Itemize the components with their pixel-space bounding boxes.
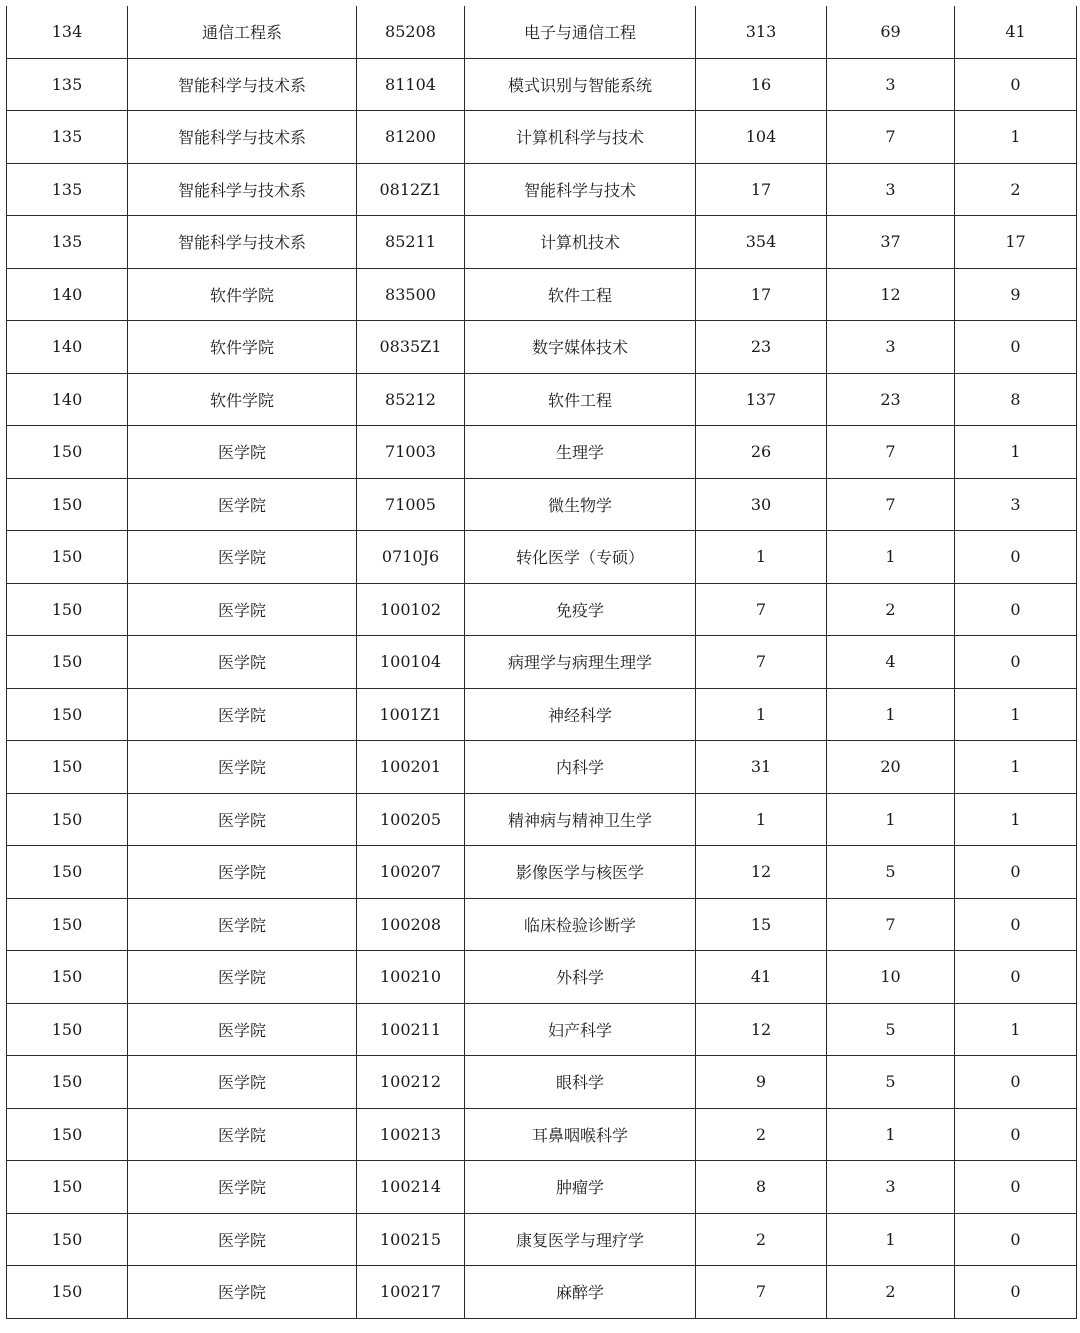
count-b-cell: 2 bbox=[827, 1266, 955, 1319]
dept-code-cell: 150 bbox=[7, 688, 128, 741]
count-c-cell: 1 bbox=[955, 741, 1077, 794]
department-cell: 通信工程系 bbox=[128, 6, 357, 58]
count-a-cell: 354 bbox=[696, 216, 827, 269]
major-name-cell: 麻醉学 bbox=[465, 1266, 696, 1319]
count-a-cell: 7 bbox=[696, 1266, 827, 1319]
major-code-cell: 85211 bbox=[357, 216, 465, 269]
count-c-cell: 0 bbox=[955, 898, 1077, 951]
department-cell: 医学院 bbox=[128, 741, 357, 794]
major-code-cell: 81104 bbox=[357, 58, 465, 111]
table-row bbox=[7, 321, 1077, 374]
department-cell: 医学院 bbox=[128, 1266, 357, 1319]
admissions-table-sheet bbox=[6, 6, 1076, 1319]
table-row bbox=[7, 1161, 1077, 1214]
count-a-cell: 12 bbox=[696, 1003, 827, 1056]
major-code-cell: 0835Z1 bbox=[357, 321, 465, 374]
department-cell: 智能科学与技术系 bbox=[128, 111, 357, 164]
major-name-cell: 智能科学与技术 bbox=[465, 163, 696, 216]
major-code-cell: 100208 bbox=[357, 898, 465, 951]
count-c-cell: 0 bbox=[955, 531, 1077, 584]
dept-code-cell: 150 bbox=[7, 1108, 128, 1161]
table-row bbox=[7, 583, 1077, 636]
dept-code-cell: 150 bbox=[7, 951, 128, 1004]
department-cell: 医学院 bbox=[128, 478, 357, 531]
count-a-cell: 104 bbox=[696, 111, 827, 164]
count-b-cell: 2 bbox=[827, 583, 955, 636]
table-row bbox=[7, 216, 1077, 269]
count-c-cell: 9 bbox=[955, 268, 1077, 321]
department-cell: 医学院 bbox=[128, 1108, 357, 1161]
department-cell: 智能科学与技术系 bbox=[128, 216, 357, 269]
count-a-cell: 1 bbox=[696, 531, 827, 584]
major-code-cell: 81200 bbox=[357, 111, 465, 164]
count-a-cell: 26 bbox=[696, 426, 827, 479]
count-b-cell: 4 bbox=[827, 636, 955, 689]
count-b-cell: 3 bbox=[827, 321, 955, 374]
table-row bbox=[7, 846, 1077, 899]
department-cell: 智能科学与技术系 bbox=[128, 58, 357, 111]
department-cell: 软件学院 bbox=[128, 321, 357, 374]
dept-code-cell: 150 bbox=[7, 531, 128, 584]
count-c-cell: 0 bbox=[955, 636, 1077, 689]
department-cell: 医学院 bbox=[128, 898, 357, 951]
major-code-cell: 100212 bbox=[357, 1056, 465, 1109]
count-c-cell: 0 bbox=[955, 321, 1077, 374]
dept-code-cell: 150 bbox=[7, 636, 128, 689]
count-a-cell: 12 bbox=[696, 846, 827, 899]
table-row bbox=[7, 741, 1077, 794]
count-b-cell: 5 bbox=[827, 846, 955, 899]
table-body bbox=[7, 6, 1077, 1318]
table-row bbox=[7, 688, 1077, 741]
major-code-cell: 100201 bbox=[357, 741, 465, 794]
count-c-cell: 0 bbox=[955, 951, 1077, 1004]
count-c-cell: 0 bbox=[955, 583, 1077, 636]
major-name-cell: 软件工程 bbox=[465, 373, 696, 426]
dept-code-cell: 150 bbox=[7, 583, 128, 636]
major-name-cell: 数字媒体技术 bbox=[465, 321, 696, 374]
count-b-cell: 5 bbox=[827, 1003, 955, 1056]
count-a-cell: 15 bbox=[696, 898, 827, 951]
major-name-cell: 病理学与病理生理学 bbox=[465, 636, 696, 689]
major-name-cell: 微生物学 bbox=[465, 478, 696, 531]
count-b-cell: 5 bbox=[827, 1056, 955, 1109]
count-c-cell: 1 bbox=[955, 426, 1077, 479]
count-c-cell: 0 bbox=[955, 1108, 1077, 1161]
count-b-cell: 10 bbox=[827, 951, 955, 1004]
dept-code-cell: 150 bbox=[7, 1266, 128, 1319]
count-a-cell: 137 bbox=[696, 373, 827, 426]
count-b-cell: 37 bbox=[827, 216, 955, 269]
department-cell: 医学院 bbox=[128, 1213, 357, 1266]
major-name-cell: 眼科学 bbox=[465, 1056, 696, 1109]
department-cell: 医学院 bbox=[128, 636, 357, 689]
major-code-cell: 100210 bbox=[357, 951, 465, 1004]
count-c-cell: 0 bbox=[955, 1266, 1077, 1319]
count-a-cell: 23 bbox=[696, 321, 827, 374]
major-code-cell: 100102 bbox=[357, 583, 465, 636]
count-b-cell: 7 bbox=[827, 478, 955, 531]
major-name-cell: 临床检验诊断学 bbox=[465, 898, 696, 951]
count-c-cell: 2 bbox=[955, 163, 1077, 216]
major-code-cell: 71005 bbox=[357, 478, 465, 531]
dept-code-cell: 135 bbox=[7, 111, 128, 164]
department-cell: 医学院 bbox=[128, 846, 357, 899]
count-b-cell: 23 bbox=[827, 373, 955, 426]
count-a-cell: 31 bbox=[696, 741, 827, 794]
count-a-cell: 7 bbox=[696, 636, 827, 689]
major-code-cell: 100217 bbox=[357, 1266, 465, 1319]
table-row bbox=[7, 1266, 1077, 1319]
department-cell: 医学院 bbox=[128, 583, 357, 636]
major-code-cell: 100205 bbox=[357, 793, 465, 846]
table-row bbox=[7, 111, 1077, 164]
count-c-cell: 1 bbox=[955, 1003, 1077, 1056]
dept-code-cell: 150 bbox=[7, 1056, 128, 1109]
dept-code-cell: 135 bbox=[7, 163, 128, 216]
department-cell: 医学院 bbox=[128, 1056, 357, 1109]
count-c-cell: 8 bbox=[955, 373, 1077, 426]
dept-code-cell: 150 bbox=[7, 741, 128, 794]
major-name-cell: 电子与通信工程 bbox=[465, 6, 696, 58]
count-a-cell: 41 bbox=[696, 951, 827, 1004]
department-cell: 智能科学与技术系 bbox=[128, 163, 357, 216]
dept-code-cell: 150 bbox=[7, 1161, 128, 1214]
count-c-cell: 0 bbox=[955, 1056, 1077, 1109]
dept-code-cell: 150 bbox=[7, 846, 128, 899]
major-name-cell: 生理学 bbox=[465, 426, 696, 479]
count-b-cell: 20 bbox=[827, 741, 955, 794]
count-a-cell: 16 bbox=[696, 58, 827, 111]
major-code-cell: 83500 bbox=[357, 268, 465, 321]
count-c-cell: 3 bbox=[955, 478, 1077, 531]
count-b-cell: 1 bbox=[827, 793, 955, 846]
major-code-cell: 85208 bbox=[357, 6, 465, 58]
major-code-cell: 71003 bbox=[357, 426, 465, 479]
major-code-cell: 100211 bbox=[357, 1003, 465, 1056]
count-b-cell: 3 bbox=[827, 58, 955, 111]
count-c-cell: 0 bbox=[955, 58, 1077, 111]
major-name-cell: 外科学 bbox=[465, 951, 696, 1004]
dept-code-cell: 134 bbox=[7, 6, 128, 58]
count-b-cell: 3 bbox=[827, 1161, 955, 1214]
dept-code-cell: 150 bbox=[7, 1213, 128, 1266]
count-a-cell: 2 bbox=[696, 1108, 827, 1161]
major-name-cell: 转化医学（专硕） bbox=[465, 531, 696, 584]
major-code-cell: 100104 bbox=[357, 636, 465, 689]
count-a-cell: 9 bbox=[696, 1056, 827, 1109]
major-name-cell: 精神病与精神卫生学 bbox=[465, 793, 696, 846]
table-row bbox=[7, 478, 1077, 531]
dept-code-cell: 150 bbox=[7, 478, 128, 531]
count-a-cell: 1 bbox=[696, 793, 827, 846]
count-c-cell: 0 bbox=[955, 1161, 1077, 1214]
count-b-cell: 1 bbox=[827, 688, 955, 741]
count-c-cell: 0 bbox=[955, 846, 1077, 899]
department-cell: 医学院 bbox=[128, 793, 357, 846]
major-code-cell: 1001Z1 bbox=[357, 688, 465, 741]
major-name-cell: 神经科学 bbox=[465, 688, 696, 741]
count-a-cell: 17 bbox=[696, 268, 827, 321]
count-a-cell: 30 bbox=[696, 478, 827, 531]
count-b-cell: 7 bbox=[827, 111, 955, 164]
count-b-cell: 12 bbox=[827, 268, 955, 321]
major-code-cell: 100213 bbox=[357, 1108, 465, 1161]
major-name-cell: 内科学 bbox=[465, 741, 696, 794]
count-a-cell: 7 bbox=[696, 583, 827, 636]
count-b-cell: 69 bbox=[827, 6, 955, 58]
major-code-cell: 100215 bbox=[357, 1213, 465, 1266]
major-name-cell: 肿瘤学 bbox=[465, 1161, 696, 1214]
major-code-cell: 85212 bbox=[357, 373, 465, 426]
table-row bbox=[7, 373, 1077, 426]
major-code-cell: 100214 bbox=[357, 1161, 465, 1214]
count-a-cell: 313 bbox=[696, 6, 827, 58]
major-name-cell: 妇产科学 bbox=[465, 1003, 696, 1056]
table-row bbox=[7, 531, 1077, 584]
major-name-cell: 软件工程 bbox=[465, 268, 696, 321]
department-cell: 医学院 bbox=[128, 951, 357, 1004]
major-name-cell: 模式识别与智能系统 bbox=[465, 58, 696, 111]
major-name-cell: 计算机技术 bbox=[465, 216, 696, 269]
table-row bbox=[7, 951, 1077, 1004]
count-a-cell: 1 bbox=[696, 688, 827, 741]
dept-code-cell: 150 bbox=[7, 898, 128, 951]
table-row bbox=[7, 426, 1077, 479]
count-b-cell: 7 bbox=[827, 898, 955, 951]
major-code-cell: 100207 bbox=[357, 846, 465, 899]
count-a-cell: 8 bbox=[696, 1161, 827, 1214]
dept-code-cell: 140 bbox=[7, 373, 128, 426]
dept-code-cell: 140 bbox=[7, 321, 128, 374]
count-b-cell: 7 bbox=[827, 426, 955, 479]
count-a-cell: 17 bbox=[696, 163, 827, 216]
dept-code-cell: 150 bbox=[7, 426, 128, 479]
admissions-table bbox=[6, 6, 1077, 1319]
count-c-cell: 1 bbox=[955, 793, 1077, 846]
major-code-cell: 0710J6 bbox=[357, 531, 465, 584]
table-row bbox=[7, 1108, 1077, 1161]
count-c-cell: 41 bbox=[955, 6, 1077, 58]
dept-code-cell: 150 bbox=[7, 1003, 128, 1056]
table-row bbox=[7, 6, 1077, 58]
major-name-cell: 康复医学与理疗学 bbox=[465, 1213, 696, 1266]
major-name-cell: 耳鼻咽喉科学 bbox=[465, 1108, 696, 1161]
major-name-cell: 计算机科学与技术 bbox=[465, 111, 696, 164]
department-cell: 医学院 bbox=[128, 426, 357, 479]
dept-code-cell: 135 bbox=[7, 216, 128, 269]
table-row bbox=[7, 163, 1077, 216]
major-name-cell: 免疫学 bbox=[465, 583, 696, 636]
table-row bbox=[7, 1056, 1077, 1109]
count-c-cell: 1 bbox=[955, 111, 1077, 164]
table-row bbox=[7, 793, 1077, 846]
dept-code-cell: 150 bbox=[7, 793, 128, 846]
table-row bbox=[7, 268, 1077, 321]
department-cell: 医学院 bbox=[128, 688, 357, 741]
table-row bbox=[7, 636, 1077, 689]
table-row bbox=[7, 898, 1077, 951]
major-name-cell: 影像医学与核医学 bbox=[465, 846, 696, 899]
count-b-cell: 1 bbox=[827, 531, 955, 584]
count-c-cell: 0 bbox=[955, 1213, 1077, 1266]
count-b-cell: 1 bbox=[827, 1108, 955, 1161]
table-row bbox=[7, 1213, 1077, 1266]
department-cell: 软件学院 bbox=[128, 373, 357, 426]
dept-code-cell: 140 bbox=[7, 268, 128, 321]
table-row bbox=[7, 1003, 1077, 1056]
dept-code-cell: 135 bbox=[7, 58, 128, 111]
count-a-cell: 2 bbox=[696, 1213, 827, 1266]
count-b-cell: 1 bbox=[827, 1213, 955, 1266]
department-cell: 医学院 bbox=[128, 531, 357, 584]
count-b-cell: 3 bbox=[827, 163, 955, 216]
department-cell: 医学院 bbox=[128, 1161, 357, 1214]
count-c-cell: 1 bbox=[955, 688, 1077, 741]
department-cell: 软件学院 bbox=[128, 268, 357, 321]
department-cell: 医学院 bbox=[128, 1003, 357, 1056]
count-c-cell: 17 bbox=[955, 216, 1077, 269]
table-row bbox=[7, 58, 1077, 111]
major-code-cell: 0812Z1 bbox=[357, 163, 465, 216]
